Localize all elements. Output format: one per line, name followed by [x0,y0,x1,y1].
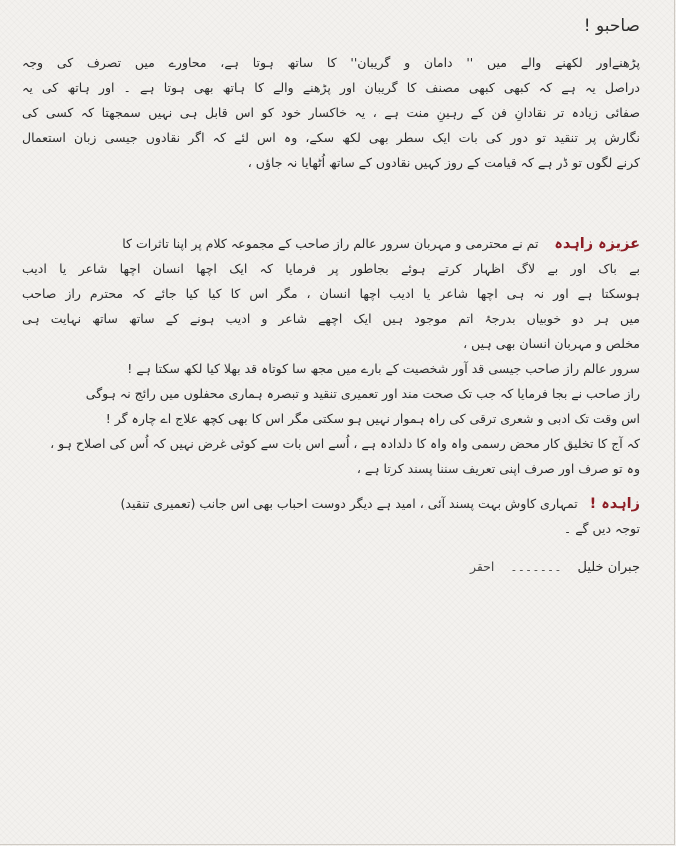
paragraph-2 [22,231,640,481]
paragraph-3 [22,491,640,541]
paragraph-3-line: توجہ دیں گے ۔ [563,521,640,536]
signature-dashes: ۔۔۔۔۔۔۔ [510,559,562,574]
paragraph-2-line [22,231,640,256]
signature-humble-prefix: احقر [469,559,495,574]
paragraph-2-line: وہ تو صرف اور صرف اپنی تعریف سننا پسند کرتا ہے ، [356,461,640,476]
addressee-name-short: زاہدہ ! [589,496,640,512]
paragraph-3-line-text: تمہاری کاوش بہت پسند آئی ، امید ہے دیگر دوست احباب بھی اس جانب (تعمیری تنقید) [120,496,578,511]
paragraph-2-line-text: تم نے محترمی و مہربان سرور عالم راز صاحب کے مجموعہ کلام پر اپنا تاثرات کا [122,236,539,251]
signature [22,555,640,579]
paragraph-2-line: اس وقت تک ادبی و شعری ترقی کی راہ ہموار نہیں ہو سکتی مگر اس کا بھی کچھ علاج اے چارہ گر ! [105,411,640,426]
paragraph-2-line: بے باک اور بے لاگ اظہار کرتے ہوئے بجاطور پر فرمایا کہ ایک اچھا انسان اچھا شاعر یا ادیب [22,261,640,276]
forum-post-body [22,10,640,579]
paragraph-2-line: ہوسکتا ہے اور نہ ہی اچھا شاعر یا ادیب اچھا انسان ، مگر اس کا کیا کیا جائے کہ محترم راز صاحب [22,286,640,301]
paragraph-2-line: میں ہر دو خوبیاں بدرجۂ اتم موجود ہیں ایک اچھے شاعر و ادیب ہونے کے ساتھ ساتھ نہایت ہی [22,311,640,326]
paragraph-1 [22,50,640,175]
salutation: صاحبو ! [583,16,640,36]
paragraph-1-line: صفائی زیادہ تر نقادانِ فن کے رہینِ منت ہے ، یہ خاکسار خود کو اس قابل ہی نہیں سمجھتا کہ کسی کی [22,105,640,120]
signature-author: جبران خلیل [577,560,640,575]
paragraph-1-line: دراصل یہ ہے کہ کبھی کبھی مصنف کا گریبان اور پڑھنے والے کا ہاتھ بھی ہوتا ہے ۔ اور ہاتھ کی یہ [22,80,640,95]
paragraph-2-line: راز صاحب نے بجا فرمایا کہ جب تک صحت مند اور تعمیری تنقید و تبصرہ ہماری محفلوں میں رائج نہ ہوگی [85,386,640,401]
paragraph-1-line: پڑھنےاور لکھنے والے میں '' دامان و گریبان'' کا ساتھ ہوتا ہے، محاورے میں تصرف کی وجہ [22,55,640,70]
addressee-name: عزیزہ زاہدہ [554,236,640,252]
paragraph-2-line: کہ آج کا تخلیق کار محض رسمی واہ واہ کا دلدادہ ہے ، اُسے اس بات سے کوئی غرض نہیں کہ اُس کی اصلاح ہو ، [50,436,640,451]
paragraph-1-line: کرنے لگوں تو ڈر ہے کہ قیامت کے روز کہیں نقادوں کے ساتھ اُٹھایا نہ جاؤں ، [247,155,640,170]
paragraph-3-line [22,491,640,516]
paragraph-1-line: نگارش پر تنقید تو دور کی بات ایک سطر بھی لکھ سکے، وہ اس لئے کہ اگر نقادوں جیسی زبان استعمال [22,130,640,145]
paragraph-2-line: مخلص و مہربان انسان بھی ہیں ، [463,336,640,351]
paragraph-2-line: سرور عالم راز صاحب جیسی قد آور شخصیت کے بارے میں مجھ سا کوتاہ قد بھلا کیا لکھ سکتا ہے ! [127,361,640,376]
